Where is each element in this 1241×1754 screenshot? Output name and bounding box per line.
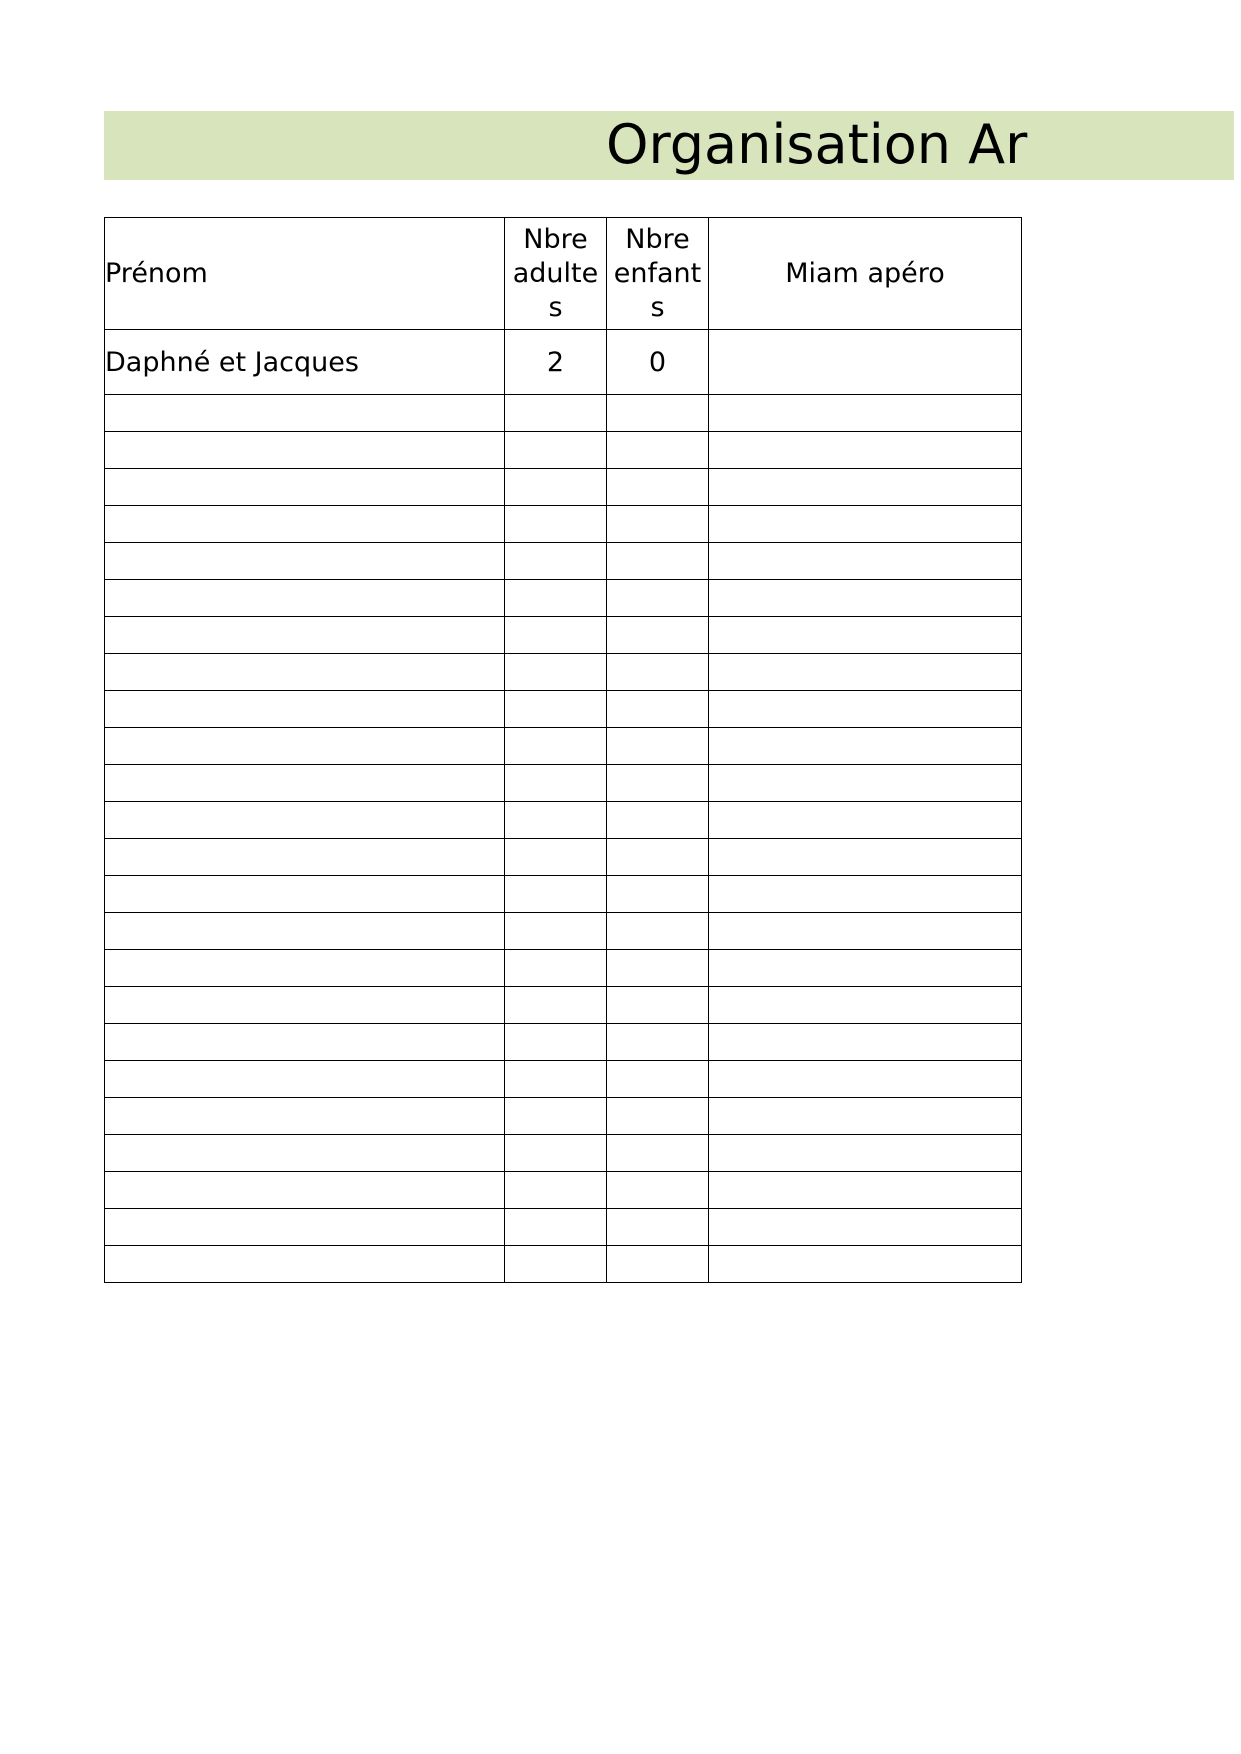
header-miam-apero: Miam apéro — [709, 218, 1022, 330]
cell-nbre-adultes[interactable] — [505, 1209, 607, 1246]
table-row — [105, 617, 1022, 654]
cell-nbre-adultes[interactable] — [505, 1172, 607, 1209]
cell-miam-apero[interactable] — [709, 876, 1022, 913]
cell-nbre-enfants[interactable] — [607, 617, 709, 654]
cell-nbre-adultes[interactable] — [505, 876, 607, 913]
table-row — [105, 1098, 1022, 1135]
cell-miam-apero[interactable] — [709, 654, 1022, 691]
header-adultes-line2: adulte — [512, 257, 599, 289]
cell-nbre-adultes[interactable] — [505, 913, 607, 950]
table-row — [105, 691, 1022, 728]
cell-nbre-adultes[interactable] — [505, 728, 607, 765]
cell-prenom[interactable] — [105, 1172, 505, 1209]
header-enfants-line1: Nbre — [625, 223, 690, 255]
cell-nbre-enfants[interactable] — [607, 950, 709, 987]
table-row — [105, 506, 1022, 543]
page-title: Organisation Ar — [606, 113, 1028, 176]
cell-miam-apero[interactable] — [709, 1135, 1022, 1172]
cell-miam-apero[interactable] — [709, 543, 1022, 580]
table-row — [105, 543, 1022, 580]
cell-nbre-adultes[interactable] — [505, 617, 607, 654]
header-nbre-adultes — [505, 218, 607, 330]
cell-nbre-adultes[interactable] — [505, 506, 607, 543]
cell-miam-apero[interactable] — [709, 432, 1022, 469]
cell-nbre-adultes[interactable]: 2 — [505, 330, 607, 395]
cell-nbre-adultes[interactable] — [505, 580, 607, 617]
cell-prenom[interactable] — [105, 395, 505, 432]
cell-prenom[interactable] — [105, 1024, 505, 1061]
cell-nbre-enfants[interactable] — [607, 543, 709, 580]
cell-nbre-enfants[interactable] — [607, 913, 709, 950]
cell-prenom[interactable] — [105, 839, 505, 876]
table-row — [105, 876, 1022, 913]
table-row — [105, 987, 1022, 1024]
title-band — [104, 111, 1234, 180]
cell-nbre-adultes[interactable] — [505, 839, 607, 876]
table-row — [105, 950, 1022, 987]
cell-nbre-adultes[interactable] — [505, 1098, 607, 1135]
cell-miam-apero[interactable] — [709, 1024, 1022, 1061]
cell-miam-apero[interactable] — [709, 617, 1022, 654]
cell-nbre-enfants[interactable]: 0 — [607, 330, 709, 395]
cell-prenom[interactable] — [105, 876, 505, 913]
cell-nbre-adultes[interactable] — [505, 987, 607, 1024]
cell-miam-apero[interactable] — [709, 802, 1022, 839]
table-row — [105, 1061, 1022, 1098]
cell-prenom[interactable] — [105, 432, 505, 469]
cell-prenom[interactable] — [105, 1135, 505, 1172]
cell-nbre-adultes[interactable] — [505, 469, 607, 506]
table-row — [105, 330, 1022, 395]
cell-prenom[interactable] — [105, 950, 505, 987]
cell-prenom[interactable] — [105, 1246, 505, 1283]
table-header-row — [105, 218, 1022, 330]
cell-nbre-adultes[interactable] — [505, 950, 607, 987]
table-row — [105, 1135, 1022, 1172]
table-row — [105, 728, 1022, 765]
cell-nbre-adultes[interactable] — [505, 1024, 607, 1061]
cell-prenom[interactable]: Daphné et Jacques — [105, 330, 505, 395]
table-row — [105, 765, 1022, 802]
guest-table — [104, 217, 1022, 1283]
cell-nbre-enfants[interactable] — [607, 506, 709, 543]
table-row — [105, 395, 1022, 432]
cell-nbre-enfants[interactable] — [607, 654, 709, 691]
cell-nbre-adultes[interactable] — [505, 1246, 607, 1283]
cell-nbre-enfants[interactable] — [607, 839, 709, 876]
header-adultes-line3: s — [548, 291, 563, 323]
cell-nbre-adultes[interactable] — [505, 543, 607, 580]
cell-nbre-enfants[interactable] — [607, 1135, 709, 1172]
cell-prenom[interactable] — [105, 728, 505, 765]
header-enfants-line3: s — [650, 291, 665, 323]
cell-miam-apero[interactable] — [709, 728, 1022, 765]
cell-miam-apero[interactable] — [709, 469, 1022, 506]
cell-miam-apero[interactable] — [709, 395, 1022, 432]
cell-miam-apero[interactable] — [709, 1209, 1022, 1246]
cell-nbre-enfants[interactable] — [607, 691, 709, 728]
cell-prenom[interactable] — [105, 543, 505, 580]
cell-prenom[interactable] — [105, 654, 505, 691]
cell-prenom[interactable] — [105, 802, 505, 839]
cell-nbre-enfants[interactable] — [607, 580, 709, 617]
cell-nbre-adultes[interactable] — [505, 765, 607, 802]
cell-nbre-adultes[interactable] — [505, 432, 607, 469]
cell-prenom[interactable] — [105, 506, 505, 543]
table-row — [105, 580, 1022, 617]
table-row — [105, 1172, 1022, 1209]
cell-nbre-enfants[interactable] — [607, 469, 709, 506]
header-nbre-enfants — [607, 218, 709, 330]
cell-miam-apero[interactable] — [709, 691, 1022, 728]
cell-prenom[interactable] — [105, 913, 505, 950]
cell-nbre-enfants[interactable] — [607, 765, 709, 802]
cell-miam-apero[interactable] — [709, 330, 1022, 395]
header-prenom: Prénom — [105, 218, 505, 330]
cell-prenom[interactable] — [105, 617, 505, 654]
cell-nbre-enfants[interactable] — [607, 987, 709, 1024]
table-row — [105, 913, 1022, 950]
header-enfants-line2: enfant — [613, 257, 702, 289]
header-adultes-line1: Nbre — [523, 223, 588, 255]
cell-miam-apero[interactable] — [709, 1172, 1022, 1209]
table-row — [105, 1246, 1022, 1283]
cell-nbre-adultes[interactable] — [505, 1135, 607, 1172]
cell-prenom[interactable] — [105, 1209, 505, 1246]
table-row — [105, 469, 1022, 506]
cell-nbre-enfants[interactable] — [607, 432, 709, 469]
cell-prenom[interactable] — [105, 1061, 505, 1098]
cell-nbre-enfants[interactable] — [607, 876, 709, 913]
table-row — [105, 839, 1022, 876]
cell-miam-apero[interactable] — [709, 765, 1022, 802]
cell-nbre-enfants[interactable] — [607, 1098, 709, 1135]
cell-nbre-enfants[interactable] — [607, 1246, 709, 1283]
cell-miam-apero[interactable] — [709, 950, 1022, 987]
table-row — [105, 802, 1022, 839]
cell-nbre-enfants[interactable] — [607, 395, 709, 432]
cell-miam-apero[interactable] — [709, 839, 1022, 876]
cell-miam-apero[interactable] — [709, 506, 1022, 543]
cell-nbre-adultes[interactable] — [505, 395, 607, 432]
cell-prenom[interactable] — [105, 987, 505, 1024]
cell-nbre-enfants[interactable] — [607, 1061, 709, 1098]
cell-miam-apero[interactable] — [709, 1098, 1022, 1135]
table-row — [105, 1024, 1022, 1061]
cell-miam-apero[interactable] — [709, 987, 1022, 1024]
table-row — [105, 1209, 1022, 1246]
cell-prenom[interactable] — [105, 765, 505, 802]
cell-nbre-adultes[interactable] — [505, 654, 607, 691]
table-row — [105, 432, 1022, 469]
cell-nbre-enfants[interactable] — [607, 1024, 709, 1061]
cell-prenom[interactable] — [105, 580, 505, 617]
cell-miam-apero[interactable] — [709, 913, 1022, 950]
cell-nbre-adultes[interactable] — [505, 691, 607, 728]
cell-prenom[interactable] — [105, 469, 505, 506]
cell-prenom[interactable] — [105, 1098, 505, 1135]
table-row — [105, 654, 1022, 691]
cell-nbre-enfants[interactable] — [607, 802, 709, 839]
cell-nbre-enfants[interactable] — [607, 1209, 709, 1246]
cell-miam-apero[interactable] — [709, 1246, 1022, 1283]
cell-nbre-adultes[interactable] — [505, 1061, 607, 1098]
cell-nbre-adultes[interactable] — [505, 802, 607, 839]
cell-miam-apero[interactable] — [709, 1061, 1022, 1098]
cell-miam-apero[interactable] — [709, 580, 1022, 617]
cell-nbre-enfants[interactable] — [607, 1172, 709, 1209]
cell-nbre-enfants[interactable] — [607, 728, 709, 765]
cell-prenom[interactable] — [105, 691, 505, 728]
